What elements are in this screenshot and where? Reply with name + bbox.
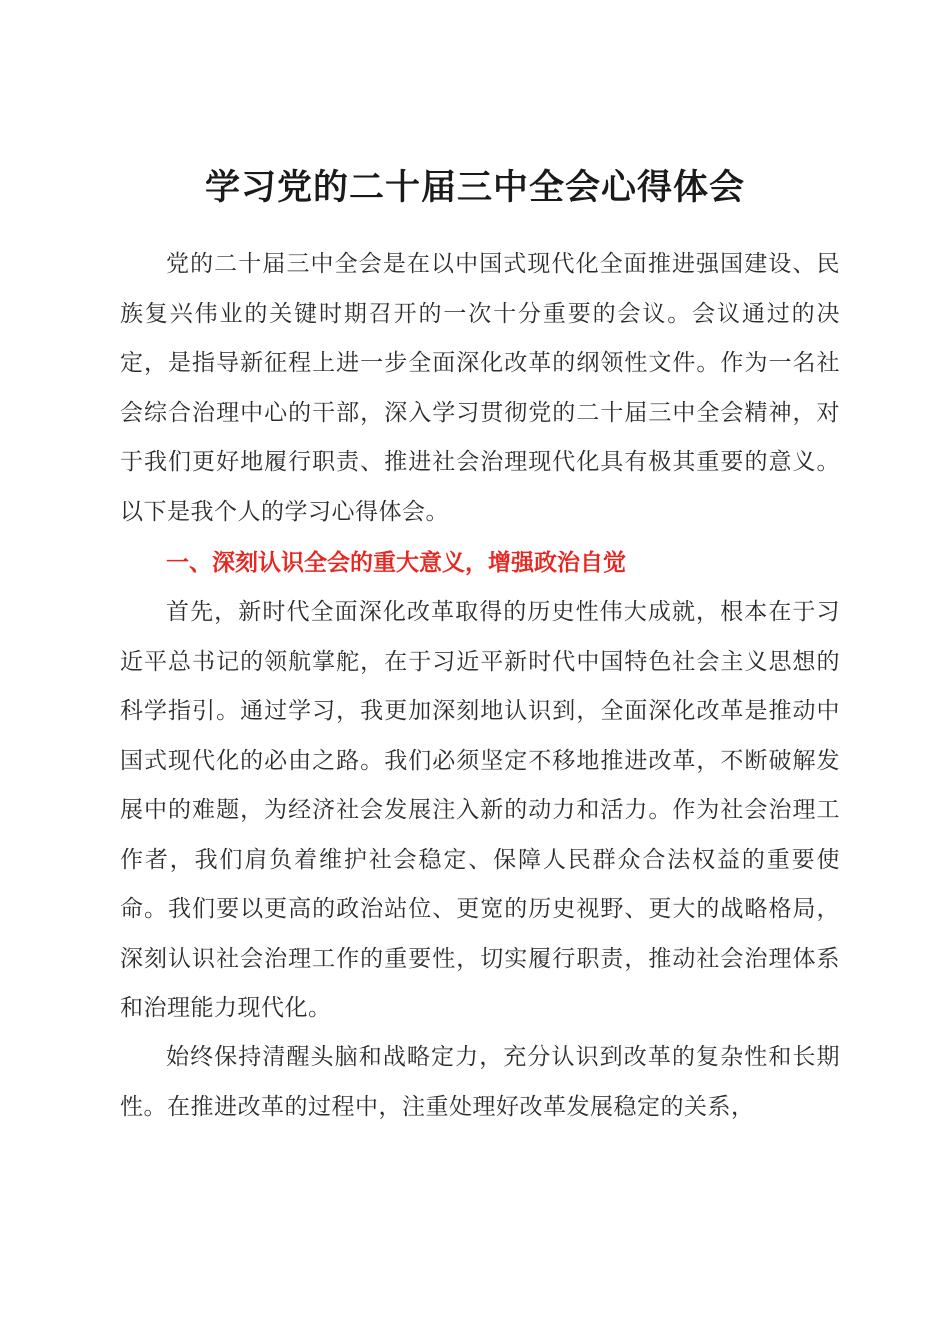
document-title: 学习党的二十届三中全会心得体会 [204, 167, 745, 208]
paragraph-section1-first: 首先，新时代全面深化改革取得的历史性伟大成就，根本在于习近平总书记的领航掌舵，在于习近平新时代中国特色社会主义思想的科学指引。通过学习，我更加深刻地认识到，全面深化改革是推动中国式现代化的必由之路。我们必须坚定不移地推进改革，不断破解发展中的难题，为经济社会发展注入新的动力和活力。作为社会治理工作者，我们肩负着维护社会稳定、保障人民群众合法权益的重要使命。我们要以更高的政治站位、更宽的历史视野、更大的战略格局，深刻认识社会治理工作的重要性，切实履行职责，推动社会治理体系和治理能力现代化。 [120, 599, 840, 1021]
section-heading-1: 一、深刻认识全会的重大意义，增强政治自觉 [166, 550, 626, 576]
paragraph-intro: 党的二十届三中全会是在以中国式现代化全面推进强国建设、民族复兴伟业的关键时期召开的一次十分重要的会议。会议通过的决定，是指导新征程上进一步全面深化改革的纲领性文件。作为一名社会综合治理中心的干部，深入学习贯彻党的二十届三中全会精神，对于我们更好地履行职责、推进社会治理现代化具有极其重要的意义。以下是我个人的学习心得体会。 [120, 251, 840, 525]
paragraph-section1-second: 始终保持清醒头脑和战略定力，充分认识到改革的复杂性和长期性。在推进改革的过程中，注重处理好改革发展稳定的关系， [120, 1044, 840, 1120]
